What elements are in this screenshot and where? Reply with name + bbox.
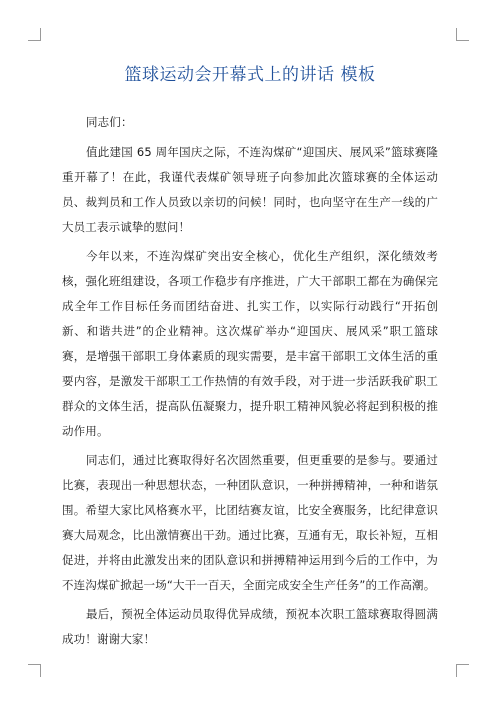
paragraph-expectations: 同志们，通过比赛取得好名次固然重要，但更重要的是参与。要通过比赛，表现出一种思想状态，一种团队意识，一种拼搏精神，一种和谐氛围。希望大家比风格赛水平，比团结赛友谊，比安全赛服务，比纪律意识赛大局观念，比出激情赛出干劲。通过比赛，互通有无，取长补短，互相促进，并将由此激发出来的团队意识和拼搏精神运用到今后的工作中，为不连沟煤矿掀起一场“大干一百天，全面完成安全生产任务”的工作高潮。 bbox=[62, 453, 438, 592]
crop-mark-top-left bbox=[28, 28, 41, 41]
paragraph-opening: 值此建国 65 周年国庆之际，不连沟煤矿“迎国庆、展风采”篮球赛隆重开幕了！在此，我谨代表煤矿领导班子向参加此次篮球赛的全体运动员、裁判员和工作人员致以亲切的问候！同时，也向坚守在生产一线的广大员工表示诚挚的慰问！ bbox=[62, 145, 438, 234]
paragraph-closing: 最后，预祝全体运动员取得优异成绩，预祝本次职工篮球赛取得圆满成功！谢谢大家！ bbox=[62, 607, 438, 646]
greeting: 同志们： bbox=[86, 115, 133, 129]
document-body bbox=[62, 110, 438, 656]
crop-mark-top-right bbox=[456, 28, 469, 41]
crop-mark-bottom-right bbox=[456, 664, 469, 677]
crop-mark-bottom-left bbox=[28, 664, 41, 677]
document-title: 篮球运动会开幕式上的讲话 模板 bbox=[124, 65, 376, 85]
paragraph-review: 今年以来，不连沟煤矿突出安全核心，优化生产组织，深化绩效考核，强化班组建设，各项工作稳步有序推进，广大干部职工都在为确保完成全年工作目标任务而团结奋进、扎实工作，以实际行动践行“开拓创新、和谐共进”的企业精神。这次煤矿举办“迎国庆、展风采”职工篮球赛，是增强干部职工身体素质的现实需要，是丰富干部职工文体生活的重要内容，是激发干部职工工作热情的有效手段，对于进一步活跃我矿职工群众的文体生活，提高队伍凝聚力，提升职工精神风貌必将起到积极的推动作用。 bbox=[62, 249, 438, 438]
